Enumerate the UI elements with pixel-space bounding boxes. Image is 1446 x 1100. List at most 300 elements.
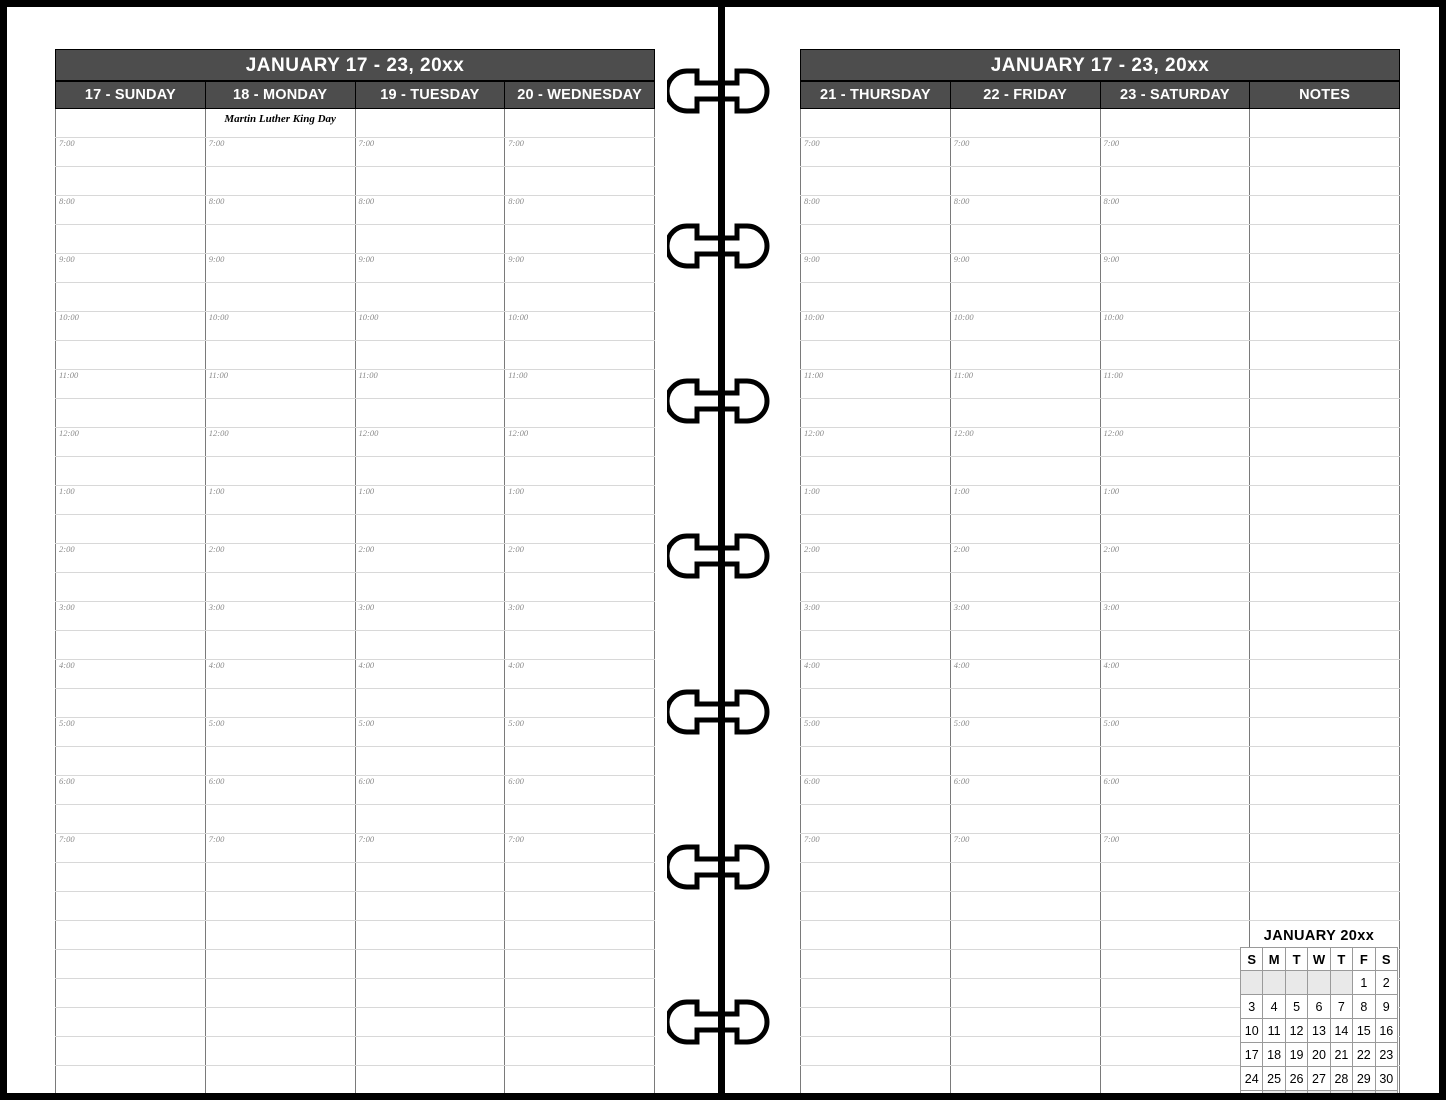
planner-cell[interactable] bbox=[950, 486, 1100, 515]
planner-cell[interactable] bbox=[950, 341, 1100, 370]
planner-cell[interactable] bbox=[505, 979, 655, 1008]
planner-cell[interactable] bbox=[1100, 805, 1250, 834]
planner-cell[interactable] bbox=[1250, 863, 1400, 892]
planner-cell[interactable] bbox=[801, 863, 951, 892]
planner-cell[interactable] bbox=[355, 805, 505, 834]
planner-cell[interactable] bbox=[1100, 602, 1250, 631]
planner-cell[interactable] bbox=[801, 573, 951, 602]
planner-cell[interactable] bbox=[1250, 747, 1400, 776]
planner-cell[interactable] bbox=[505, 631, 655, 660]
planner-cell[interactable] bbox=[801, 312, 951, 341]
planner-cell[interactable] bbox=[801, 1066, 951, 1095]
planner-cell[interactable] bbox=[205, 950, 355, 979]
planner-cell[interactable] bbox=[56, 573, 206, 602]
planner-cell[interactable] bbox=[355, 660, 505, 689]
planner-cell[interactable] bbox=[1100, 457, 1250, 486]
planner-cell[interactable] bbox=[950, 660, 1100, 689]
planner-cell[interactable] bbox=[1100, 689, 1250, 718]
planner-cell[interactable] bbox=[355, 921, 505, 950]
planner-cell[interactable] bbox=[801, 602, 951, 631]
planner-cell[interactable] bbox=[1100, 399, 1250, 428]
planner-cell[interactable] bbox=[56, 689, 206, 718]
planner-cell[interactable] bbox=[950, 631, 1100, 660]
planner-cell[interactable] bbox=[1250, 399, 1400, 428]
planner-cell[interactable] bbox=[205, 573, 355, 602]
planner-cell[interactable] bbox=[505, 1037, 655, 1066]
planner-cell[interactable] bbox=[801, 196, 951, 225]
planner-cell[interactable] bbox=[505, 834, 655, 863]
planner-cell[interactable] bbox=[56, 979, 206, 1008]
planner-cell[interactable] bbox=[56, 515, 206, 544]
planner-cell[interactable] bbox=[801, 428, 951, 457]
mini-day-cell[interactable]: 9 bbox=[1375, 995, 1397, 1019]
planner-cell[interactable] bbox=[505, 457, 655, 486]
mini-day-cell[interactable]: 13 bbox=[1308, 1019, 1330, 1043]
planner-cell[interactable] bbox=[1100, 921, 1250, 950]
planner-cell[interactable] bbox=[56, 486, 206, 515]
planner-cell[interactable] bbox=[801, 138, 951, 167]
planner-cell[interactable] bbox=[56, 457, 206, 486]
planner-cell[interactable] bbox=[1100, 863, 1250, 892]
planner-cell[interactable] bbox=[56, 544, 206, 573]
planner-cell[interactable] bbox=[205, 1008, 355, 1037]
mini-day-cell[interactable] bbox=[1241, 971, 1263, 995]
planner-cell[interactable] bbox=[1250, 805, 1400, 834]
planner-cell[interactable] bbox=[56, 225, 206, 254]
planner-cell[interactable] bbox=[355, 312, 505, 341]
planner-cell[interactable] bbox=[56, 1066, 206, 1095]
mini-day-cell[interactable] bbox=[1330, 1091, 1352, 1100]
planner-cell[interactable] bbox=[950, 428, 1100, 457]
planner-cell[interactable] bbox=[205, 1037, 355, 1066]
planner-cell[interactable] bbox=[355, 196, 505, 225]
planner-cell[interactable] bbox=[1250, 718, 1400, 747]
planner-cell[interactable] bbox=[56, 631, 206, 660]
planner-cell[interactable] bbox=[355, 486, 505, 515]
planner-cell[interactable] bbox=[56, 196, 206, 225]
planner-cell[interactable] bbox=[950, 283, 1100, 312]
planner-cell[interactable] bbox=[950, 109, 1100, 138]
planner-cell[interactable] bbox=[355, 747, 505, 776]
planner-cell[interactable] bbox=[1250, 370, 1400, 399]
planner-cell[interactable] bbox=[505, 167, 655, 196]
planner-cell[interactable] bbox=[205, 515, 355, 544]
planner-cell[interactable] bbox=[1250, 486, 1400, 515]
planner-cell[interactable] bbox=[950, 834, 1100, 863]
planner-cell[interactable] bbox=[801, 631, 951, 660]
planner-cell[interactable] bbox=[205, 370, 355, 399]
planner-cell[interactable] bbox=[505, 486, 655, 515]
planner-cell[interactable] bbox=[355, 863, 505, 892]
planner-cell[interactable] bbox=[205, 834, 355, 863]
mini-day-cell[interactable]: 23 bbox=[1375, 1043, 1397, 1067]
planner-cell[interactable] bbox=[56, 950, 206, 979]
planner-cell[interactable] bbox=[355, 573, 505, 602]
planner-cell[interactable] bbox=[355, 428, 505, 457]
planner-cell[interactable] bbox=[1250, 573, 1400, 602]
planner-cell[interactable] bbox=[1100, 1008, 1250, 1037]
planner-cell[interactable] bbox=[1100, 167, 1250, 196]
planner-cell[interactable] bbox=[355, 225, 505, 254]
mini-day-cell[interactable]: 21 bbox=[1330, 1043, 1352, 1067]
planner-cell[interactable] bbox=[56, 254, 206, 283]
planner-cell[interactable] bbox=[950, 515, 1100, 544]
mini-day-cell[interactable]: 16 bbox=[1375, 1019, 1397, 1043]
planner-cell[interactable] bbox=[801, 660, 951, 689]
planner-cell[interactable] bbox=[1100, 544, 1250, 573]
planner-cell[interactable] bbox=[801, 979, 951, 1008]
planner-cell[interactable] bbox=[56, 921, 206, 950]
mini-day-cell[interactable]: 8 bbox=[1353, 995, 1375, 1019]
planner-cell[interactable] bbox=[355, 254, 505, 283]
mini-day-cell[interactable] bbox=[1308, 971, 1330, 995]
planner-cell[interactable] bbox=[801, 486, 951, 515]
planner-cell[interactable] bbox=[1250, 544, 1400, 573]
planner-cell[interactable] bbox=[355, 370, 505, 399]
planner-cell[interactable] bbox=[1100, 950, 1250, 979]
mini-day-cell[interactable]: 7 bbox=[1330, 995, 1352, 1019]
mini-day-cell[interactable] bbox=[1263, 971, 1285, 995]
planner-cell[interactable] bbox=[505, 660, 655, 689]
mini-day-cell[interactable]: 27 bbox=[1308, 1067, 1330, 1091]
planner-cell[interactable] bbox=[950, 950, 1100, 979]
planner-cell[interactable] bbox=[1250, 660, 1400, 689]
planner-cell[interactable] bbox=[355, 602, 505, 631]
planner-cell[interactable] bbox=[205, 660, 355, 689]
planner-cell[interactable] bbox=[950, 776, 1100, 805]
planner-cell[interactable] bbox=[801, 718, 951, 747]
mini-day-cell[interactable]: 15 bbox=[1353, 1019, 1375, 1043]
mini-day-cell[interactable]: 26 bbox=[1285, 1067, 1307, 1091]
mini-day-cell[interactable]: 29 bbox=[1353, 1067, 1375, 1091]
planner-cell[interactable] bbox=[205, 631, 355, 660]
planner-cell[interactable] bbox=[801, 515, 951, 544]
planner-cell[interactable] bbox=[801, 167, 951, 196]
planner-cell[interactable] bbox=[1250, 167, 1400, 196]
mini-day-cell[interactable]: 19 bbox=[1285, 1043, 1307, 1067]
planner-cell[interactable] bbox=[505, 196, 655, 225]
planner-cell[interactable] bbox=[505, 689, 655, 718]
planner-cell[interactable] bbox=[205, 196, 355, 225]
mini-day-cell[interactable]: 14 bbox=[1330, 1019, 1352, 1043]
planner-cell[interactable] bbox=[505, 573, 655, 602]
planner-cell[interactable] bbox=[505, 921, 655, 950]
planner-cell[interactable] bbox=[56, 776, 206, 805]
planner-cell[interactable] bbox=[205, 457, 355, 486]
planner-cell[interactable] bbox=[505, 544, 655, 573]
planner-cell[interactable] bbox=[355, 834, 505, 863]
planner-cell[interactable] bbox=[505, 138, 655, 167]
planner-cell[interactable] bbox=[950, 1008, 1100, 1037]
planner-cell[interactable] bbox=[355, 631, 505, 660]
planner-cell[interactable] bbox=[205, 544, 355, 573]
planner-cell[interactable] bbox=[801, 689, 951, 718]
planner-cell[interactable] bbox=[205, 718, 355, 747]
planner-cell[interactable] bbox=[950, 573, 1100, 602]
mini-day-cell[interactable]: 17 bbox=[1241, 1043, 1263, 1067]
planner-cell[interactable] bbox=[1100, 892, 1250, 921]
planner-cell[interactable] bbox=[205, 138, 355, 167]
planner-cell[interactable] bbox=[1250, 225, 1400, 254]
mini-day-cell[interactable] bbox=[1263, 1091, 1285, 1100]
planner-cell[interactable] bbox=[801, 254, 951, 283]
planner-cell[interactable] bbox=[205, 486, 355, 515]
planner-cell[interactable] bbox=[1100, 428, 1250, 457]
planner-cell[interactable] bbox=[801, 950, 951, 979]
planner-cell[interactable] bbox=[801, 1037, 951, 1066]
planner-cell[interactable] bbox=[950, 979, 1100, 1008]
mini-day-cell[interactable]: 24 bbox=[1241, 1067, 1263, 1091]
mini-day-cell[interactable]: 2 bbox=[1375, 971, 1397, 995]
planner-cell[interactable] bbox=[355, 109, 505, 138]
planner-cell[interactable] bbox=[205, 921, 355, 950]
planner-cell[interactable] bbox=[56, 660, 206, 689]
planner-cell[interactable] bbox=[1100, 312, 1250, 341]
planner-cell[interactable] bbox=[801, 544, 951, 573]
planner-cell[interactable] bbox=[505, 399, 655, 428]
planner-cell[interactable] bbox=[950, 254, 1100, 283]
planner-cell[interactable] bbox=[56, 109, 206, 138]
planner-cell[interactable] bbox=[505, 747, 655, 776]
planner-cell[interactable] bbox=[205, 399, 355, 428]
planner-cell[interactable] bbox=[1100, 631, 1250, 660]
mini-day-cell[interactable] bbox=[1285, 1091, 1307, 1100]
planner-cell[interactable] bbox=[56, 370, 206, 399]
planner-cell[interactable] bbox=[1250, 689, 1400, 718]
planner-cell[interactable] bbox=[950, 312, 1100, 341]
planner-cell[interactable] bbox=[205, 312, 355, 341]
planner-cell[interactable] bbox=[56, 167, 206, 196]
planner-cell[interactable] bbox=[505, 515, 655, 544]
planner-cell[interactable] bbox=[505, 950, 655, 979]
planner-cell[interactable] bbox=[205, 747, 355, 776]
planner-cell[interactable] bbox=[1100, 573, 1250, 602]
planner-cell[interactable] bbox=[205, 167, 355, 196]
planner-cell[interactable] bbox=[1100, 283, 1250, 312]
planner-cell[interactable] bbox=[1250, 312, 1400, 341]
planner-cell[interactable] bbox=[355, 167, 505, 196]
planner-cell[interactable] bbox=[505, 225, 655, 254]
mini-day-cell[interactable]: 11 bbox=[1263, 1019, 1285, 1043]
planner-cell[interactable] bbox=[950, 399, 1100, 428]
planner-cell[interactable] bbox=[801, 921, 951, 950]
planner-cell[interactable] bbox=[1250, 254, 1400, 283]
planner-cell[interactable] bbox=[205, 225, 355, 254]
planner-cell[interactable] bbox=[950, 892, 1100, 921]
planner-cell[interactable] bbox=[355, 776, 505, 805]
planner-cell[interactable] bbox=[1250, 631, 1400, 660]
planner-cell[interactable] bbox=[56, 718, 206, 747]
planner-cell[interactable] bbox=[1250, 602, 1400, 631]
planner-cell[interactable] bbox=[505, 805, 655, 834]
mini-day-cell[interactable]: 22 bbox=[1353, 1043, 1375, 1067]
planner-cell[interactable] bbox=[1100, 718, 1250, 747]
planner-cell[interactable] bbox=[355, 689, 505, 718]
planner-cell[interactable] bbox=[801, 892, 951, 921]
planner-cell[interactable] bbox=[1250, 892, 1400, 921]
planner-cell[interactable] bbox=[1100, 254, 1250, 283]
planner-cell[interactable] bbox=[355, 341, 505, 370]
planner-cell[interactable] bbox=[56, 602, 206, 631]
planner-cell[interactable] bbox=[205, 805, 355, 834]
planner-cell[interactable] bbox=[205, 892, 355, 921]
mini-day-cell[interactable] bbox=[1330, 971, 1352, 995]
planner-cell[interactable] bbox=[505, 428, 655, 457]
mini-day-cell[interactable]: 10 bbox=[1241, 1019, 1263, 1043]
planner-cell[interactable] bbox=[950, 602, 1100, 631]
planner-cell[interactable] bbox=[205, 109, 355, 138]
mini-day-cell[interactable] bbox=[1308, 1091, 1330, 1100]
planner-cell[interactable] bbox=[56, 312, 206, 341]
mini-day-cell[interactable] bbox=[1375, 1091, 1397, 1100]
planner-cell[interactable] bbox=[355, 1008, 505, 1037]
planner-cell[interactable] bbox=[56, 283, 206, 312]
planner-cell[interactable] bbox=[1100, 225, 1250, 254]
planner-cell[interactable] bbox=[355, 457, 505, 486]
planner-cell[interactable] bbox=[1100, 776, 1250, 805]
planner-cell[interactable] bbox=[1100, 1037, 1250, 1066]
mini-day-cell[interactable]: 20 bbox=[1308, 1043, 1330, 1067]
planner-cell[interactable] bbox=[950, 805, 1100, 834]
planner-cell[interactable] bbox=[1100, 138, 1250, 167]
planner-cell[interactable] bbox=[505, 602, 655, 631]
planner-cell[interactable] bbox=[355, 1037, 505, 1066]
mini-day-cell[interactable]: 25 bbox=[1263, 1067, 1285, 1091]
planner-cell[interactable] bbox=[950, 1066, 1100, 1095]
planner-cell[interactable] bbox=[505, 718, 655, 747]
planner-cell[interactable] bbox=[801, 370, 951, 399]
planner-cell[interactable] bbox=[505, 892, 655, 921]
planner-cell[interactable] bbox=[205, 863, 355, 892]
planner-cell[interactable] bbox=[505, 283, 655, 312]
mini-day-cell[interactable]: 4 bbox=[1263, 995, 1285, 1019]
mini-day-cell[interactable] bbox=[1285, 971, 1307, 995]
planner-cell[interactable] bbox=[205, 254, 355, 283]
planner-cell[interactable] bbox=[1250, 341, 1400, 370]
planner-cell[interactable] bbox=[505, 254, 655, 283]
planner-cell[interactable] bbox=[205, 283, 355, 312]
planner-cell[interactable] bbox=[1250, 138, 1400, 167]
planner-cell[interactable] bbox=[355, 950, 505, 979]
planner-cell[interactable] bbox=[801, 109, 951, 138]
planner-cell[interactable] bbox=[1250, 196, 1400, 225]
planner-cell[interactable] bbox=[205, 1066, 355, 1095]
planner-cell[interactable] bbox=[801, 399, 951, 428]
planner-cell[interactable] bbox=[505, 109, 655, 138]
planner-cell[interactable] bbox=[1250, 776, 1400, 805]
mini-day-cell[interactable] bbox=[1241, 1091, 1263, 1100]
planner-cell[interactable] bbox=[1100, 515, 1250, 544]
planner-cell[interactable] bbox=[355, 283, 505, 312]
planner-cell[interactable] bbox=[355, 1066, 505, 1095]
planner-cell[interactable] bbox=[56, 747, 206, 776]
mini-day-cell[interactable]: 5 bbox=[1285, 995, 1307, 1019]
mini-day-cell[interactable]: 6 bbox=[1308, 995, 1330, 1019]
planner-cell[interactable] bbox=[205, 776, 355, 805]
planner-cell[interactable] bbox=[355, 515, 505, 544]
planner-cell[interactable] bbox=[355, 892, 505, 921]
planner-cell[interactable] bbox=[205, 428, 355, 457]
planner-cell[interactable] bbox=[1100, 979, 1250, 1008]
planner-cell[interactable] bbox=[801, 457, 951, 486]
planner-cell[interactable] bbox=[950, 689, 1100, 718]
planner-cell[interactable] bbox=[505, 312, 655, 341]
planner-cell[interactable] bbox=[950, 1037, 1100, 1066]
planner-cell[interactable] bbox=[950, 138, 1100, 167]
planner-cell[interactable] bbox=[56, 1037, 206, 1066]
planner-cell[interactable] bbox=[1250, 457, 1400, 486]
planner-cell[interactable] bbox=[1250, 834, 1400, 863]
planner-cell[interactable] bbox=[505, 776, 655, 805]
planner-cell[interactable] bbox=[56, 138, 206, 167]
planner-cell[interactable] bbox=[355, 718, 505, 747]
planner-cell[interactable] bbox=[950, 370, 1100, 399]
planner-cell[interactable] bbox=[505, 863, 655, 892]
mini-day-cell[interactable]: 18 bbox=[1263, 1043, 1285, 1067]
planner-cell[interactable] bbox=[801, 341, 951, 370]
planner-cell[interactable] bbox=[205, 341, 355, 370]
planner-cell[interactable] bbox=[505, 370, 655, 399]
planner-cell[interactable] bbox=[950, 544, 1100, 573]
planner-cell[interactable] bbox=[1100, 370, 1250, 399]
planner-cell[interactable] bbox=[1100, 1066, 1250, 1095]
planner-cell[interactable] bbox=[950, 167, 1100, 196]
planner-cell[interactable] bbox=[205, 979, 355, 1008]
planner-cell[interactable] bbox=[801, 1008, 951, 1037]
planner-cell[interactable] bbox=[1100, 486, 1250, 515]
planner-cell[interactable] bbox=[505, 1008, 655, 1037]
planner-cell[interactable] bbox=[505, 1066, 655, 1095]
mini-day-cell[interactable]: 12 bbox=[1285, 1019, 1307, 1043]
mini-day-cell[interactable]: 1 bbox=[1353, 971, 1375, 995]
planner-cell[interactable] bbox=[801, 225, 951, 254]
planner-cell[interactable] bbox=[950, 225, 1100, 254]
mini-day-cell[interactable]: 28 bbox=[1330, 1067, 1352, 1091]
planner-cell[interactable] bbox=[1250, 283, 1400, 312]
planner-cell[interactable] bbox=[355, 399, 505, 428]
planner-cell[interactable] bbox=[355, 544, 505, 573]
planner-cell[interactable] bbox=[801, 776, 951, 805]
planner-cell[interactable] bbox=[1250, 515, 1400, 544]
planner-cell[interactable] bbox=[355, 138, 505, 167]
planner-cell[interactable] bbox=[950, 747, 1100, 776]
planner-cell[interactable] bbox=[1250, 109, 1400, 138]
planner-cell[interactable] bbox=[950, 196, 1100, 225]
planner-cell[interactable] bbox=[1100, 747, 1250, 776]
mini-day-cell[interactable]: 30 bbox=[1375, 1067, 1397, 1091]
planner-cell[interactable] bbox=[56, 1008, 206, 1037]
planner-cell[interactable] bbox=[56, 428, 206, 457]
planner-cell[interactable] bbox=[205, 602, 355, 631]
planner-cell[interactable] bbox=[801, 747, 951, 776]
planner-cell[interactable] bbox=[1100, 660, 1250, 689]
mini-day-cell[interactable]: 3 bbox=[1241, 995, 1263, 1019]
planner-cell[interactable] bbox=[1100, 834, 1250, 863]
planner-cell[interactable] bbox=[56, 341, 206, 370]
mini-day-cell[interactable] bbox=[1353, 1091, 1375, 1100]
planner-cell[interactable] bbox=[355, 979, 505, 1008]
planner-cell[interactable] bbox=[56, 399, 206, 428]
planner-cell[interactable] bbox=[56, 834, 206, 863]
planner-cell[interactable] bbox=[801, 834, 951, 863]
planner-cell[interactable] bbox=[505, 341, 655, 370]
planner-cell[interactable] bbox=[1100, 109, 1250, 138]
planner-cell[interactable] bbox=[950, 718, 1100, 747]
planner-cell[interactable] bbox=[1100, 341, 1250, 370]
planner-cell[interactable] bbox=[801, 805, 951, 834]
planner-cell[interactable] bbox=[56, 892, 206, 921]
planner-cell[interactable] bbox=[1250, 428, 1400, 457]
